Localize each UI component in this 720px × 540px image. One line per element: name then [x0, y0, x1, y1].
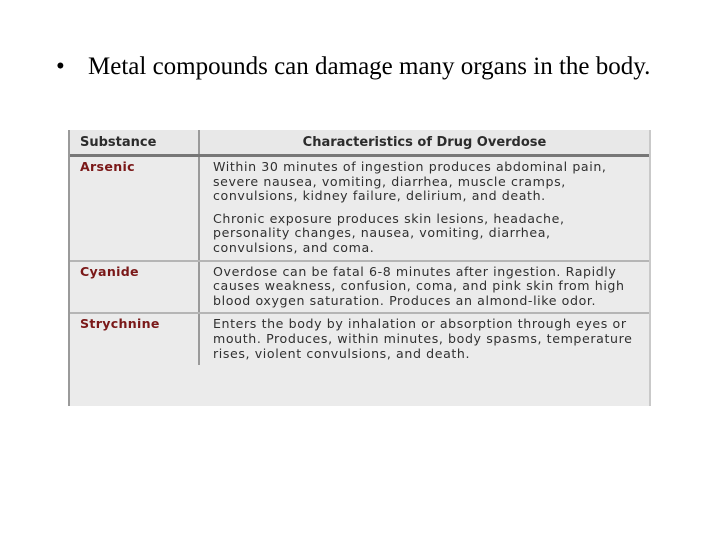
header-characteristics: Characteristics of Drug Overdose: [199, 130, 649, 156]
table-header-row: [70, 130, 649, 156]
table-row: [70, 261, 649, 314]
bullet-dot: •: [56, 53, 65, 80]
table-row: [70, 156, 649, 261]
characteristics-paragraph: Overdose can be fatal 6-8 minutes after ingestion. Rapidly causes weakness, confusion, coma, and pink skin from high blood oxygen saturation. Produces an almond-like odor.: [213, 263, 625, 308]
substance-cell: Strychnine: [70, 313, 199, 365]
bullet-point: [56, 50, 676, 83]
bullet-text: Metal compounds can damage many organs in the body.: [88, 53, 651, 80]
header-substance: Substance: [70, 130, 199, 156]
characteristics-paragraph: Enters the body by inhalation or absorption through eyes or mouth. Produces, within minutes, body spasms, temperature rises, violent convulsions, and death.: [213, 316, 633, 361]
substance-cell: Cyanide: [70, 261, 199, 314]
characteristics-cell: [199, 313, 649, 365]
characteristics-paragraph: Chronic exposure produces skin lesions, headache, personality changes, nausea, vomiting, diarrhea, convulsions, and coma.: [213, 210, 565, 255]
characteristics-cell: [199, 156, 649, 261]
table-row: [70, 313, 649, 365]
drug-overdose-table: [68, 130, 651, 406]
substance-cell: Arsenic: [70, 156, 199, 261]
characteristics-paragraph: Within 30 minutes of ingestion produces abdominal pain, severe nausea, vomiting, diarrhea, muscle cramps, convulsions, kidney failure, delirium, and death.: [213, 159, 607, 204]
characteristics-cell: [199, 261, 649, 314]
